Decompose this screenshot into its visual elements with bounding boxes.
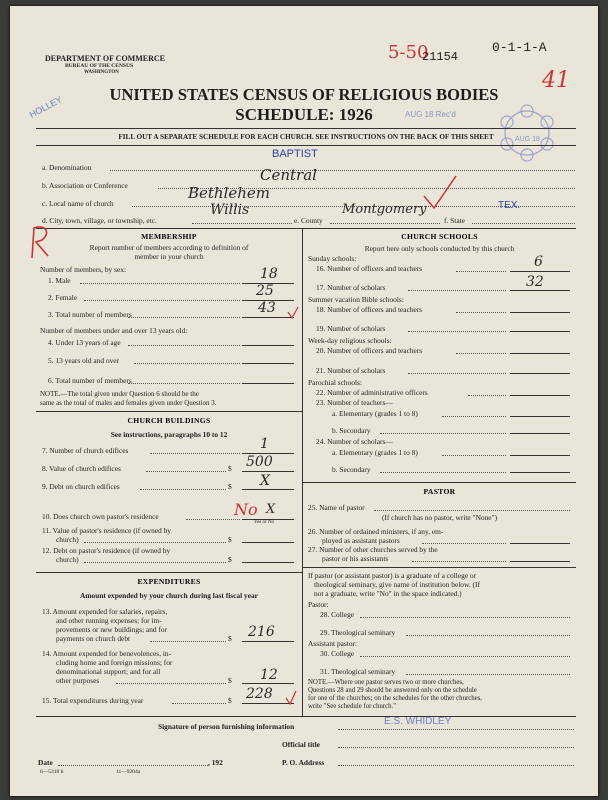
bureau-line: BUREAU OF THE CENSUS [65,63,134,69]
pastor-subhead: Pastor: [308,600,329,609]
schools-heading: CHURCH SCHOOLS [401,232,478,241]
assistant-pastor-subhead: Assistant pastor: [308,639,358,648]
official-title-label: Official title [282,740,320,749]
q19-label: 19. Number of scholars [316,324,386,333]
q20-label: 20. Number of officers and teachers [316,346,423,355]
print-number: 11—9204a [116,769,141,775]
local-name-value: Bethlehem [188,184,271,202]
q10-mark: X [266,502,276,517]
q24-label: 24. Number of scholars— [316,437,393,446]
membership-note-1: NOTE.—The total given under Question 6 should be the [40,390,199,398]
q14-label-1: 14. Amount expended for benevolences, in- [42,649,172,658]
sunday-label: Sunday schools: [308,254,357,263]
q12-label-1: 12. Debt on pastor's residence (if owned by [42,546,171,555]
q1-value: 18 [260,266,278,282]
q3-value: 43 [258,300,276,316]
q10-label: 10. Does church own pastor's residence [42,512,159,521]
q28-label: 28. College [320,610,355,619]
q9-label: 9. Debt on church edifices [42,482,120,491]
seal-stamp-date: AUG 18 [515,136,540,143]
q13-label-4: payments on church debt [56,634,131,643]
received-stamp: AUG 18 Rec'd [405,110,456,119]
q14-value: 12 [260,667,278,683]
q14-dollar: $ [228,676,232,685]
q13-label-3: provements or new buildings; and for [56,625,168,634]
q30-label: 30. College [320,649,355,658]
q11-dollar: $ [228,535,232,544]
q13-dollar: $ [228,634,232,643]
schedule-title: SCHEDULE: 1926 [235,105,373,124]
q2-value: 25 [256,283,274,299]
q14-label-3: denominational support; and for all [56,667,161,676]
expenditures-heading: EXPENDITURES [137,577,201,586]
members-by-sex-label: Number of members, by sex: [40,265,126,274]
q8-dollar: $ [228,464,232,473]
q14-label-4: other purposes [56,676,100,685]
q6-label: 6. Total number of members [48,376,132,385]
q3-check-icon [286,306,300,320]
handwritten-41: 41 [542,68,570,93]
signature-stamp: E.S. WHIDLEY [384,716,452,727]
buildings-heading: CHURCH BUILDINGS [127,416,211,425]
q18-label: 18. Number of officers and teachers [316,305,423,314]
typed-code: 21154 [422,50,459,64]
q11-label-1: 11. Value of pastor's residence (if owned by [42,526,171,535]
q21-label: 21. Number of scholars [316,366,386,375]
q23-elementary: a. Elementary (grades 1 to 8) [332,409,418,418]
denomination-label: a. Denomination [42,163,92,172]
county-label: e. County [294,216,323,225]
q27-label-2: pastor or his assistants [322,554,389,563]
graduate-instruction-2: theological seminary, give name of institution below. (If [314,580,480,589]
pastor-note-3: for one of the churches; on the schedules for the other churches, [308,695,483,702]
q12-dollar: $ [228,555,232,564]
q17-label: 17. Number of scholars [316,283,386,292]
association-value: Central [260,166,317,184]
q25-note: (If church has no pastor, write "None") [381,513,498,522]
graduate-instruction-1: If pastor (or assistant pastor) is a graduate of a college or [308,571,477,580]
date-label: Date [38,758,53,767]
yes-no-hint: Yes or No [254,520,275,525]
q24-elementary: a. Elementary (grades 1 to 8) [332,448,418,457]
parochial-label: Parochial schools: [308,378,362,387]
po-address-label: P. O. Address [282,758,325,767]
q15-label: 15. Total expenditures during year [42,696,144,705]
holley-stamp: HOLLEY [27,94,64,120]
q4-label: 4. Under 13 years of age [48,338,121,347]
city-label: d. City, town, village, or township, etc. [42,216,157,225]
buildings-sub: See instructions, paragraphs 10 to 12 [110,430,228,439]
membership-sub2: member in your church [134,252,204,261]
pastor-note-1: NOTE.—Where one pastor serves two or more churches, [308,679,464,686]
age-label: Number of members under and over 13 years old: [40,326,188,335]
q24-secondary: b. Secondary [332,465,371,474]
state-value: TEX. [498,200,521,211]
q2-label: 2. Female [48,293,78,302]
q15-check-icon [284,690,298,706]
association-label: b. Association or Conference [42,181,128,190]
q15-dollar: $ [228,696,232,705]
pastor-heading: PASTOR [423,487,456,496]
expenditures-sub: Amount expended by your church during last fiscal year [80,591,258,600]
q13-label-2: and other running expenses; for im- [56,616,162,625]
q7-label: 7. Number of church edifices [42,446,129,455]
q23-secondary: b. Secondary [332,426,371,435]
q16-label: 16. Number of officers and teachers [316,264,423,273]
q13-label-1: 13. Amount expended for salaries, repairs, [42,607,168,616]
department-line: DEPARTMENT OF COMMERCE [45,54,166,63]
q25-label: 25. Name of pastor [308,503,365,512]
q23-label: 23. Number of teachers— [316,398,393,407]
q9-value: X [260,473,270,489]
q10-value: No [234,500,258,519]
q1-label: 1. Male [48,276,71,285]
q8-label: 8. Value of church edifices [42,464,121,473]
graduate-instruction-3: not a graduate, write "No" in the space indicated.) [314,589,462,598]
denomination-value: BAPTIST [272,148,318,160]
q29-label: 29. Theological seminary [320,628,396,637]
q22-label: 22. Number of administrative officers [316,388,428,397]
census-title: UNITED STATES CENSUS OF RELIGIOUS BODIES [109,85,499,104]
q26-label-2: ployed as assistant pastors [322,536,400,545]
census-schedule-page [10,6,598,796]
q26-label-1: 26. Number of ordained ministers, if any, em- [308,527,444,536]
q5-label: 5. 13 years old and over [48,356,120,365]
q7-value: 1 [260,436,269,452]
q8-value: 500 [246,454,273,470]
membership-sub1: Report number of members according to definition of [89,243,249,252]
red-code: 5-50 [388,42,429,63]
q17-value: 32 [526,274,544,290]
q3-label: 3. Total number of members [48,310,132,319]
q16-value: 6 [534,254,543,270]
instruction-line: FILL OUT A SEPARATE SCHEDULE FOR EACH CHURCH. SEE INSTRUCTIONS ON THE BACK OF THIS SHEET [118,133,494,141]
top-right-code: 0-1-1-A [492,40,547,55]
county-value: Montgomery [342,202,427,217]
q15-value: 228 [246,686,273,702]
local-name-label: c. Local name of church [42,199,114,208]
q27-label-1: 27. Number of other churches served by the [308,545,438,554]
q9-dollar: $ [228,482,232,491]
pastor-note-4: write "See schedule for church." [308,703,397,710]
q13-value: 216 [248,624,275,640]
membership-heading: MEMBERSHIP [141,232,197,241]
schools-sub: Report here only schools conducted by this church [364,244,515,253]
summer-label: Summer vacation Bible schools: [308,295,404,304]
q31-label: 31. Theological seminary [320,667,396,676]
signature-label: Signature of person furnishing information [158,722,295,731]
weekday-label: Week-day religious schools: [308,336,392,345]
q14-label-2: cluding home and foreign missions; for [56,658,173,667]
form-number: 6—5318 b [40,769,64,775]
membership-note-2: same as the total of males and females given under Question 3. [40,399,217,407]
date-year: , 192 [208,758,223,767]
city-value: Willis [210,202,250,218]
pastor-note-2: Questions 28 and 29 should be answered only on the schedule [308,687,477,694]
q12-label-2: church) [56,555,79,564]
q11-label-2: church) [56,535,79,544]
state-label: f. State [444,216,465,225]
washington-line: WASHINGTON [84,70,119,75]
